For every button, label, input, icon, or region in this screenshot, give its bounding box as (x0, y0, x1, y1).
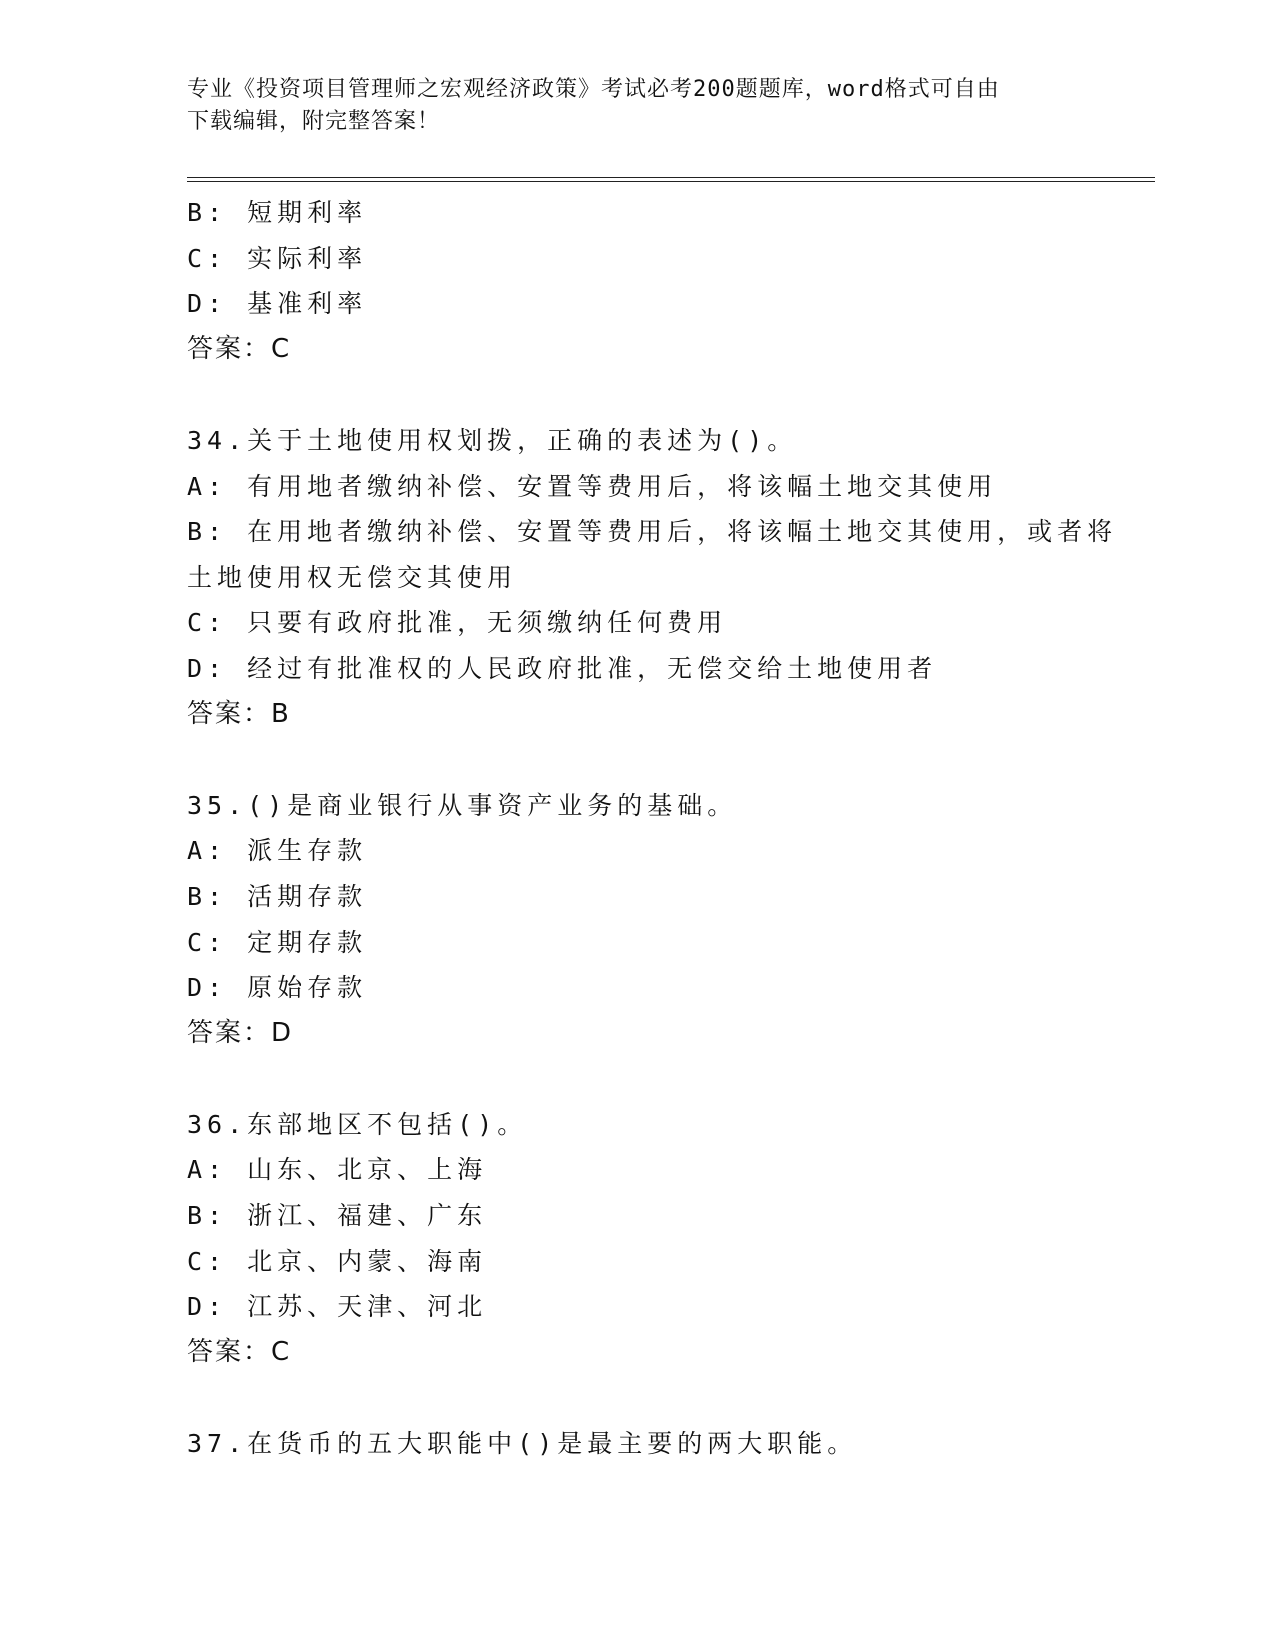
header-divider (187, 177, 1155, 182)
option-c: C: 北京、内蒙、海南 (187, 1246, 488, 1276)
option-a: A: 派生存款 (187, 836, 368, 866)
spacer (187, 1056, 1087, 1102)
question-36 (187, 1102, 1087, 1376)
option-b-line-1: B: 在用地者缴纳补偿、安置等费用后，将该幅土地交其使用，或者将 (187, 517, 1118, 547)
header-line-1: 专业《投资项目管理师之宏观经济政策》考试必考200题题库，word格式可自由 (187, 77, 1000, 102)
option-c: C: 定期存款 (187, 927, 368, 957)
question-text: 36.东部地区不包括()。 (187, 1109, 528, 1139)
option-d: D: 原始存款 (187, 973, 368, 1003)
question-text: 35.()是商业银行从事资产业务的基础。 (187, 790, 738, 820)
question-34 (187, 418, 1118, 737)
option-b: B: 短期利率 (187, 198, 368, 227)
option-d: D: 经过有批准权的人民政府批准，无偿交给土地使用者 (187, 653, 938, 683)
question-text: 37.在货币的五大职能中()是最主要的两大职能。 (187, 1429, 858, 1459)
question-33 (187, 190, 1087, 372)
answer: 答案：C (187, 333, 292, 364)
option-a: A: 有用地者缴纳补偿、安置等费用后，将该幅土地交其使用 (187, 471, 998, 501)
header-line-2: 下载编辑，附完整答案！ (187, 109, 441, 134)
answer: 答案：B (187, 698, 291, 729)
option-a: A: 山东、北京、上海 (187, 1155, 488, 1185)
document-header (187, 74, 1087, 138)
question-text: 34.关于土地使用权划拨，正确的表述为()。 (187, 425, 798, 455)
option-b-line-2: 土地使用权无偿交其使用 (187, 562, 518, 592)
question-35 (187, 783, 1087, 1057)
answer: 答案：D (187, 1017, 294, 1048)
spacer (187, 1375, 1087, 1421)
question-37 (187, 1421, 1087, 1467)
spacer (187, 372, 1087, 418)
question-list (187, 190, 1118, 1467)
option-b: B: 活期存款 (187, 881, 368, 911)
answer: 答案：C (187, 1336, 292, 1367)
option-b: B: 浙江、福建、广东 (187, 1201, 488, 1231)
spacer (187, 737, 1087, 783)
option-d: D: 基准利率 (187, 289, 368, 319)
option-c: C: 只要有政府批准，无须缴纳任何费用 (187, 608, 728, 638)
option-c: C: 实际利率 (187, 243, 368, 273)
option-d: D: 江苏、天津、河北 (187, 1292, 488, 1322)
